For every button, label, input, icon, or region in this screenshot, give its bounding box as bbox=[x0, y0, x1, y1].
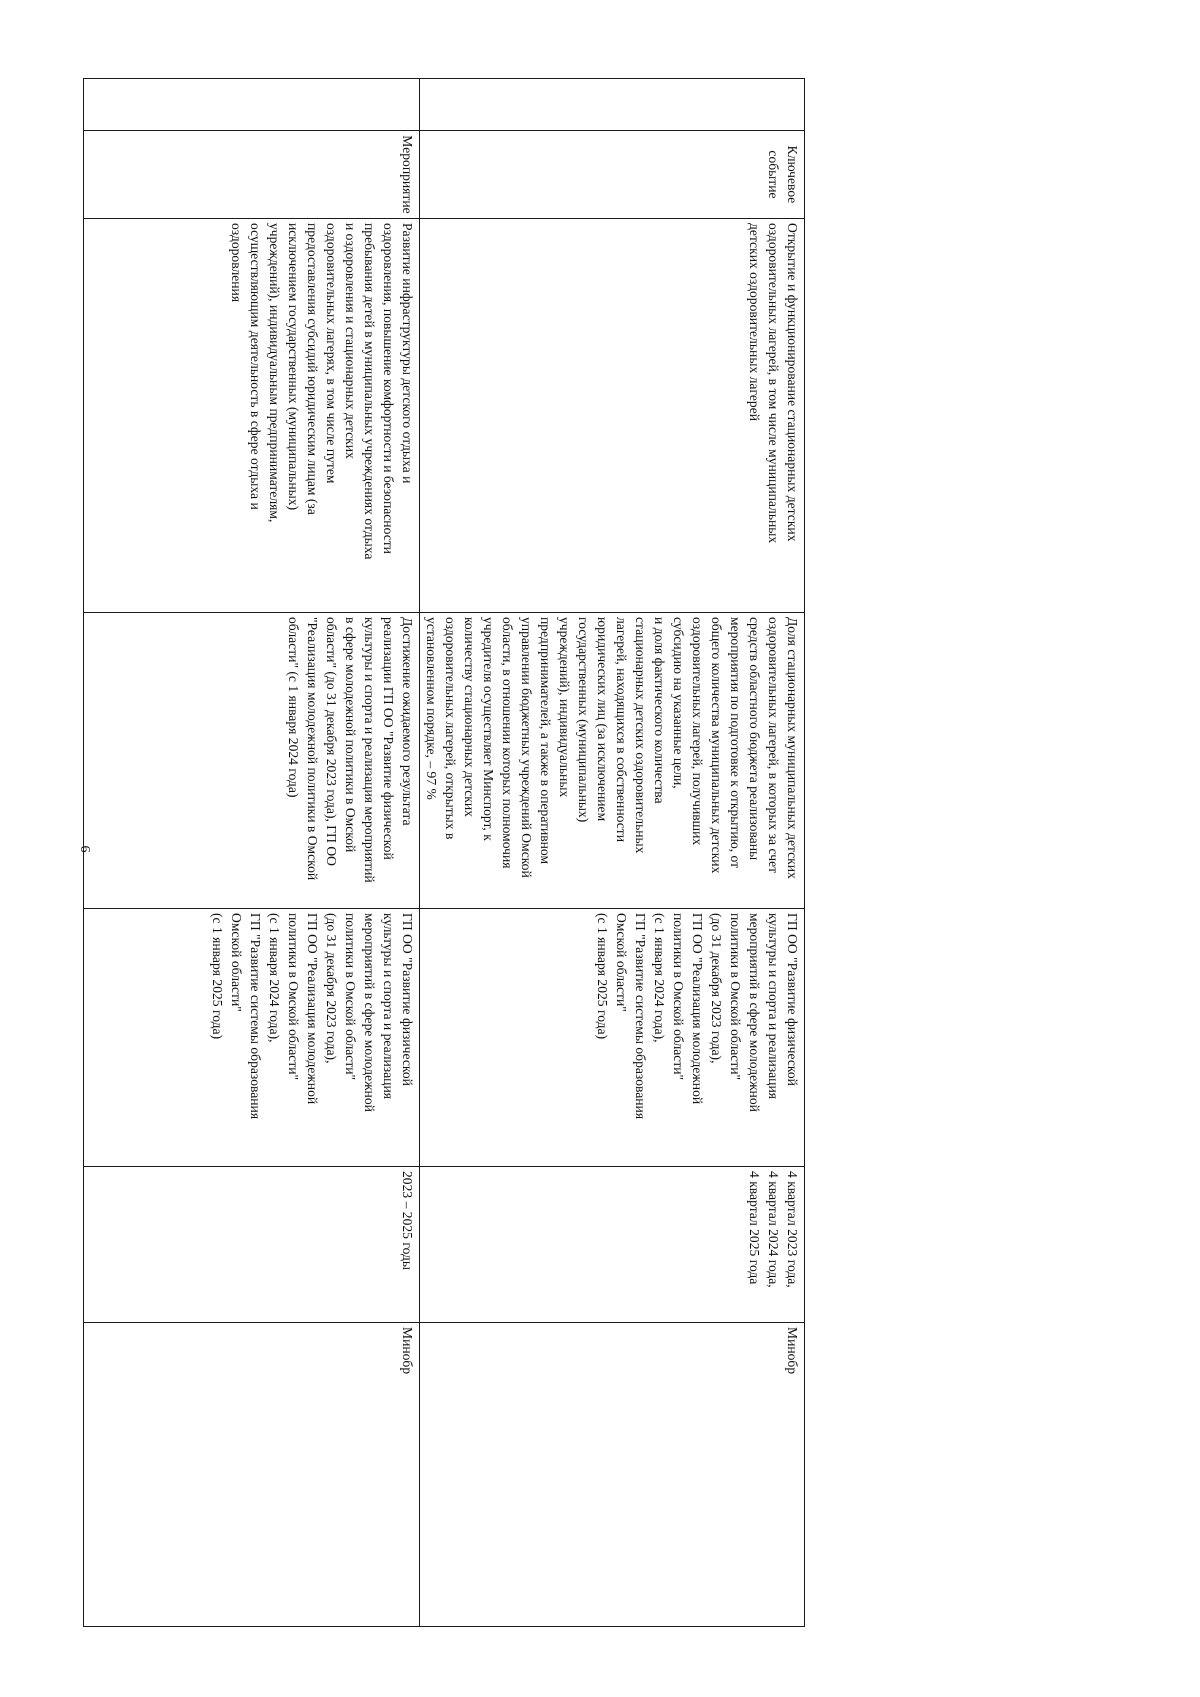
responsible-cell: Минобр bbox=[420, 1323, 805, 1627]
deadline-cell: 2023 – 2025 годы bbox=[84, 1167, 420, 1323]
row-number-cell bbox=[84, 79, 420, 131]
deadline-cell: 4 квартал 2023 года, 4 квартал 2024 года, 4 квартал 2025 года bbox=[420, 1167, 805, 1323]
item-type-cell: Ключевое событие bbox=[420, 131, 805, 219]
expected-result-cell: Доля стационарных муниципальных детских оздоровительных лагерей, в которых за счет средств областного бюджета реализованы мероприятия по подготовке к открытию, от общего количества муниципальных детских оздоровительных лагерей, получивших субсидию на указанные цели, и доля фактического количества стационарных детских оздоровительных лагерей, находящихся в собственности юридических лиц (за исключением государственных (муниципальных) учреждений), индивидуальных предпринимателей, а также в оперативном управлении бюджетных учреждений Омской области, в отношении которых полномочия учредителя осуществляет Минспорт, к количеству стационарных детских оздоровительных лагерей, открытых в установленном порядке, – 97 % bbox=[420, 613, 805, 909]
row-number-cell bbox=[420, 79, 805, 131]
table-row bbox=[84, 79, 420, 1627]
state-program-cell: ГП ОО "Развитие физической культуры и спорта и реализация мероприятий в сфере молодежной политики в Омской области" (до 31 декабря 2023 года), ГП ОО "Реализация молодежной политики в Омской области" (с 1 января 2024 года), ГП "Развитие системы образования Омской области" (с 1 января 2025 года) bbox=[420, 909, 805, 1167]
state-program-cell: ГП ОО "Развитие физической культуры и спорта и реализация мероприятий в сфере молодежной политики в Омской области" (до 31 декабря 2023 года), ГП ОО "Реализация молодежной политики в Омской области" (с 1 января 2024 года), ГП "Развитие системы образования Омской области" (с 1 января 2025 года) bbox=[84, 909, 420, 1167]
responsible-cell: Минобр bbox=[84, 1323, 420, 1627]
measures-table bbox=[83, 78, 805, 1627]
expected-result-cell: Достижение ожидаемого результата реализации ГП ОО "Развитие физической культуры и спорта и реализация мероприятий в сфере молодежной политики в Омской области" (до 31 декабря 2023 года), ГП ОО "Реализация молодежной политики в Омской области" (с 1 января 2024 года) bbox=[84, 613, 420, 909]
item-name-cell: Развитие инфраструктуры детского отдыха и оздоровления, повышение комфортности и безопасности пребывания детей в муниципальных учреждениях отдыха и оздоровления и стационарных детских оздоровительных лагерях, в том числе путем предоставления субсидий юридическим лицам (за исключением государственных (муниципальных) учреждений), индивидуальным предпринимателям, осуществляющим деятельность в сфере отдыха и оздоровления bbox=[84, 219, 420, 613]
table-row bbox=[420, 79, 805, 1627]
item-name-cell: Открытие и функционирование стационарных детских оздоровительных лагерей, в том числе муниципальных детских оздоровительных лагерей bbox=[420, 219, 805, 613]
page-number: 6 bbox=[77, 845, 92, 853]
item-type-cell: Мероприятие bbox=[84, 131, 420, 219]
